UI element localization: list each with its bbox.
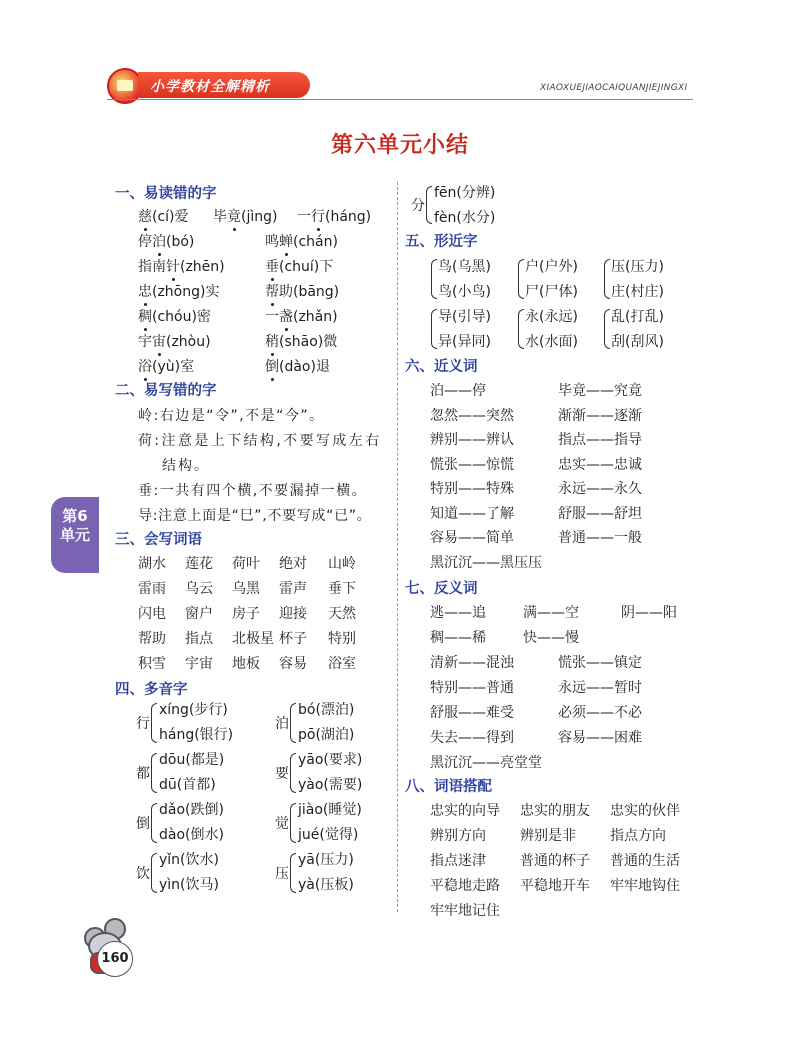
similar-char: 乱(打乱) xyxy=(611,309,664,325)
word-item: 倒(dào)退 xyxy=(265,356,330,376)
vocab-word: 湖水 xyxy=(138,556,166,572)
polyphone-reading: háng(银行) xyxy=(159,727,234,743)
antonym-pair: 慌张——镇定 xyxy=(558,655,642,671)
page-number: 160 xyxy=(97,941,133,977)
header-pinyin: XIAOXUEJIAOCAIQUANJIEJINGXI xyxy=(540,83,688,93)
collocation-item: 辨别方向 xyxy=(430,828,486,844)
vocab-word: 雷声 xyxy=(279,581,307,597)
collocation-item: 普通的杯子 xyxy=(520,853,590,869)
synonym-pair: 特别——特殊 xyxy=(430,481,514,497)
antonym-pair: 必须——不必 xyxy=(558,705,642,721)
vocab-word: 绝对 xyxy=(279,556,307,572)
word-item: 忠(zhōng)实 xyxy=(138,281,219,301)
polyphone-reading: yà(压板) xyxy=(298,877,354,893)
word-item: 浴(yù)室 xyxy=(138,356,194,376)
similar-char: 鸟(乌黑) xyxy=(438,259,491,275)
vocab-word: 山岭 xyxy=(328,556,356,572)
similar-char: 永(永远) xyxy=(525,309,578,325)
polyphone-reading: fèn(水分) xyxy=(434,210,496,226)
note-line: 岭:右边是“令”,不是“今”。 xyxy=(138,408,325,424)
polyphone-reading: bó(漂泊) xyxy=(298,702,355,718)
synonym-pair: 慌张——惊慌 xyxy=(430,456,514,473)
word-item: 帮助(bāng) xyxy=(265,281,339,301)
unit-side-tab xyxy=(51,497,99,573)
synonym-pair: 知道——了解 xyxy=(430,505,514,522)
vocab-word: 房子 xyxy=(232,606,260,622)
polyphone-char: 都 xyxy=(136,766,150,782)
brace xyxy=(431,259,437,299)
antonym-pair: 快——慢 xyxy=(523,630,579,646)
polyphone-reading: yìn(饮马) xyxy=(159,877,219,893)
synonym-pair: 指点——指导 xyxy=(558,432,642,448)
collocation-item: 忠实的朋友 xyxy=(520,803,590,819)
vocab-word: 容易 xyxy=(279,656,307,672)
antonym-pair: 失去——得到 xyxy=(430,730,514,746)
section-3-title: 三、会写词语 xyxy=(115,532,202,548)
polyphone-char: 要 xyxy=(275,766,289,782)
unit-tab-line2: 单元 xyxy=(59,526,90,544)
section-1-title: 一、易读错的字 xyxy=(115,186,217,202)
section-8-title: 八、词语搭配 xyxy=(405,779,492,795)
word-grid xyxy=(138,553,388,678)
polyphone-reading: fēn(分辨) xyxy=(434,185,496,201)
synonym-pair: 普通——一般 xyxy=(558,530,642,546)
vocab-word: 积雪 xyxy=(138,656,166,672)
collocation-item: 忠实的伙伴 xyxy=(610,803,680,819)
antonym-pair: 永远——暂时 xyxy=(558,680,642,696)
word-item: 一行(háng) xyxy=(297,206,371,226)
header-rule xyxy=(107,99,693,100)
collocation-item: 普通的生活 xyxy=(610,853,680,869)
word-item: 慈(cí)爱 xyxy=(138,206,189,226)
polyphone-reading: jiào(睡觉) xyxy=(298,802,362,818)
brace xyxy=(604,259,610,299)
vocab-word: 雷雨 xyxy=(138,581,166,597)
similar-char: 户(户外) xyxy=(525,259,578,275)
synonym-pair: 毕竟——究竟 xyxy=(558,383,642,399)
note-line: 结构。 xyxy=(162,458,210,474)
polyphone-char: 行 xyxy=(136,716,150,732)
collocation-item: 牢牢地钩住 xyxy=(610,878,680,894)
vocab-word: 天然 xyxy=(328,606,356,622)
polyphone-reading: yā(压力) xyxy=(298,852,354,868)
vocab-word: 闪电 xyxy=(138,606,166,622)
note-line: 垂:一共有四个横,不要漏掉一横。 xyxy=(138,483,368,499)
vocab-word: 莲花 xyxy=(185,556,213,572)
polyphone-char: 饮 xyxy=(136,866,150,882)
page-title: 第六单元小结 xyxy=(330,133,469,158)
polyphone-reading: yāo(要求) xyxy=(298,752,363,768)
brace xyxy=(151,803,157,843)
word-item: 毕竟(jìng) xyxy=(213,206,277,226)
word-item: 宇宙(zhòu) xyxy=(138,331,211,351)
section-7-title: 七、反义词 xyxy=(405,581,478,597)
polyphone-char: 倒 xyxy=(136,816,150,832)
section-2-title: 二、易写错的字 xyxy=(115,383,217,399)
vocab-word: 乌黑 xyxy=(232,581,260,597)
word-item: 垂(chuí)下 xyxy=(265,256,333,276)
antonym-pair: 稠——稀 xyxy=(430,630,486,646)
word-item: 稍(shāo)微 xyxy=(265,331,337,351)
vocab-word: 特别 xyxy=(328,631,356,647)
synonym-pair: 舒服——舒坦 xyxy=(558,505,642,522)
synonym-pair: 泊——停 xyxy=(430,383,486,399)
antonym-pair: 清新——混浊 xyxy=(430,655,514,671)
similar-char: 导(引导) xyxy=(438,309,491,325)
polyphone-char: 泊 xyxy=(275,716,289,732)
polyphone-reading: dǎo(跌倒) xyxy=(159,802,224,818)
brace xyxy=(518,309,524,349)
brace xyxy=(290,703,296,743)
vocab-word: 杯子 xyxy=(279,631,307,647)
brace xyxy=(151,703,157,743)
brace xyxy=(426,186,432,224)
collocation-item: 平稳地走路 xyxy=(430,878,500,894)
similar-char: 鸟(小鸟) xyxy=(438,284,491,300)
polyphone-reading: pō(湖泊) xyxy=(298,727,355,743)
vocab-word: 浴室 xyxy=(328,656,356,672)
synonym-pair: 渐渐——逐渐 xyxy=(558,407,642,424)
polyphone-reading: dào(倒水) xyxy=(159,827,224,843)
similar-char: 庄(村庄) xyxy=(611,284,664,300)
brace xyxy=(290,803,296,843)
column-divider xyxy=(397,182,398,912)
word-item: 指南针(zhēn) xyxy=(138,256,225,276)
vocab-word: 荷叶 xyxy=(232,556,260,572)
vocab-word: 地板 xyxy=(232,656,260,672)
collocation-item: 平稳地开车 xyxy=(520,878,590,894)
polyphone-reading: jué(觉得) xyxy=(298,827,359,843)
brace xyxy=(290,853,296,893)
collocation-item: 牢牢地记住 xyxy=(430,903,500,919)
antonym-pair: 特别——普通 xyxy=(430,680,514,696)
antonym-pair: 舒服——难受 xyxy=(430,705,514,721)
vocab-word: 帮助 xyxy=(138,631,166,647)
polyphone-char: 分 xyxy=(411,198,425,214)
unit-tab-line1: 第6 xyxy=(62,507,88,525)
polyphone-char: 压 xyxy=(275,866,289,882)
synonym-list xyxy=(430,380,690,580)
brace xyxy=(431,309,437,349)
vocab-word: 乌云 xyxy=(185,581,213,597)
antonym-pair: 逃——追 xyxy=(430,605,486,621)
brace xyxy=(151,853,157,893)
vocab-word: 宇宙 xyxy=(185,656,213,672)
polyphone-reading: dū(首都) xyxy=(159,777,216,793)
vocab-word: 迎接 xyxy=(279,606,307,622)
synonym-pair: 辨别——辨认 xyxy=(430,432,514,448)
collocation-item: 忠实的向导 xyxy=(430,803,500,819)
polyphone-reading: xíng(步行) xyxy=(159,702,228,718)
header-banner-text: 小学教材全解精析 xyxy=(150,79,270,95)
similar-char: 水(水面) xyxy=(525,334,578,350)
collocation-item: 指点迷津 xyxy=(430,853,486,869)
section-5-title: 五、形近字 xyxy=(405,234,478,250)
vocab-word: 窗户 xyxy=(185,606,213,622)
section-4-title: 四、多音字 xyxy=(115,682,188,698)
logo-book-icon xyxy=(117,80,133,91)
vocab-word: 垂下 xyxy=(328,581,356,597)
synonym-pair: 容易——简单 xyxy=(430,530,514,546)
collocation-list xyxy=(430,800,695,900)
similar-char: 尸(尸体) xyxy=(525,284,578,300)
similar-char: 异(异同) xyxy=(438,334,491,350)
word-item: 鸣蝉(chán) xyxy=(265,231,338,251)
antonym-pair: 容易——困难 xyxy=(558,730,642,746)
brace xyxy=(290,753,296,793)
brace xyxy=(151,753,157,793)
section-6-title: 六、近义词 xyxy=(405,359,478,375)
collocation-item: 指点方向 xyxy=(610,828,666,844)
polyphone-reading: dōu(都是) xyxy=(159,752,225,768)
synonym-pair: 忽然——突然 xyxy=(430,407,514,424)
similar-char: 压(压力) xyxy=(611,259,664,275)
note-line: 荷:注意是上下结构,不要写成左右 xyxy=(138,433,382,449)
brace xyxy=(518,259,524,299)
synonym-pair: 黑沉沉——黑压压 xyxy=(430,554,542,571)
antonym-pair: 黑沉沉——亮堂堂 xyxy=(430,755,542,771)
polyphone-reading: yào(需要) xyxy=(298,777,363,793)
antonym-list xyxy=(430,652,690,752)
antonym-pair: 满——空 xyxy=(523,605,579,621)
collocation-item: 辨别是非 xyxy=(520,828,576,844)
brace xyxy=(604,309,610,349)
similar-char: 刮(刮风) xyxy=(611,334,664,350)
synonym-pair: 忠实——忠诚 xyxy=(558,456,642,473)
synonym-pair: 永远——永久 xyxy=(558,481,642,497)
antonym-pair: 阴——阳 xyxy=(621,605,677,621)
note-line: 导:注意上面是“巳”,不要写成“已”。 xyxy=(138,508,372,524)
word-item: 一盏(zhǎn) xyxy=(265,306,338,326)
vocab-word: 指点 xyxy=(185,631,213,647)
polyphone-char: 觉 xyxy=(275,816,289,832)
vocab-word: 北极星 xyxy=(232,631,274,647)
word-item: 稠(chóu)密 xyxy=(138,306,211,326)
word-item: 停泊(bó) xyxy=(138,231,194,251)
polyphone-reading: yǐn(饮水) xyxy=(159,852,219,868)
